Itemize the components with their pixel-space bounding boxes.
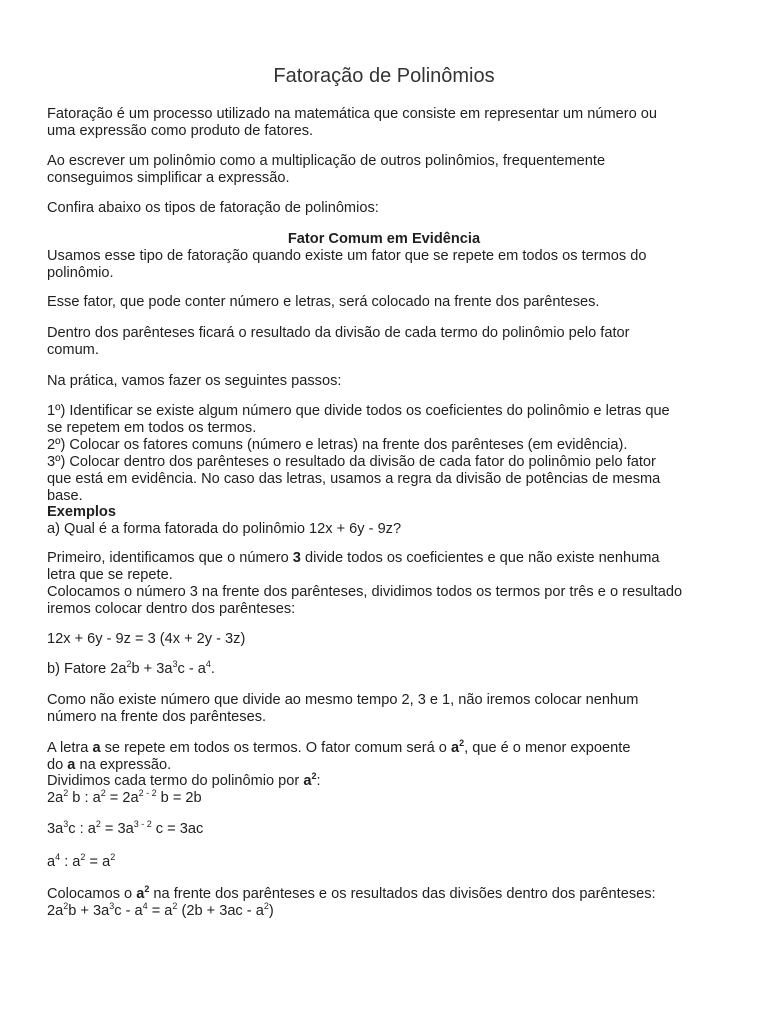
paragraph-line: Como não existe número que divide ao mesmo tempo 2, 3 e 1, não iremos colocar nenhum [47,692,639,708]
paragraph-line: letra que se repete. [47,567,173,583]
final-equation: $2a^2b + 3a^3c - a^4 = a^2$ $(2b + 3ac - a^2)$ [47,901,274,919]
paragraph-line: Ao escrever um polinômio como a multiplicação de outros polinômios, frequentemente [47,153,606,169]
division-1: $2a^2$ b : $a^2 = 2a^{2 - 2}$ b = 2b [47,788,202,806]
paragraph-line: número na frente dos parênteses. [47,709,267,725]
section-heading: Fator Comum em Evidência [287,231,481,247]
page-title: Fatoração de Polinômios [273,65,495,87]
paragraph-line: Dentro dos parênteses ficará o resultado da divisão de cada termo do polinômio pelo fator [47,325,630,341]
step-line: se repetem em todos os termos. [47,420,257,436]
paragraph-line: polinômio. [47,265,114,281]
step-line: que está em evidência. No caso das letras, usamos a regra da divisão de potências de mesma [47,471,661,487]
division-3: $a^4$ : $a^2 = a^2$ [47,852,116,870]
paragraph-line: Dividimos cada termo do polinômio por $a^2$: [47,771,321,789]
paragraph-line: Na prática, vamos fazer os seguintes passos: [47,373,342,389]
paragraph-line: Confira abaixo os tipos de fatoração de polinômios: [47,200,379,216]
paragraph-line: Colocamos o $a^2$ na frente dos parênteses e os resultados das divisões dentro dos parênteses: [47,884,656,902]
paragraph-line: Primeiro, identificamos que o número 3 divide todos os coeficientes e que não existe nenhuma [47,550,660,566]
division-2: $3a^3c$ : $a^2 = 3a^{3 - 2}$ c = 3ac [47,819,204,837]
step-line: base. [47,488,83,504]
paragraph-line: conseguimos simplificar a expressão. [47,170,290,186]
step-line: 3º) Colocar dentro dos parênteses o resultado da divisão de cada fator do polinômio pelo fator [47,454,656,470]
step-line: 2º) Colocar os fatores comuns (número e letras) na frente dos parênteses (em evidência). [47,437,628,453]
paragraph-line: uma expressão como produto de fatores. [47,123,314,139]
paragraph-line: Colocamos o número 3 na frente dos parênteses, dividimos todos os termos por três e o resultado [47,584,683,600]
paragraph-line: comum. [47,342,99,358]
paragraph-line: A letra a se repete em todos os termos. O fator comum será o $a^2$, que é o menor expoente [47,738,631,756]
step-line: 1º) Identificar se existe algum número que divide todos os coeficientes do polinômio e letras que [47,403,670,419]
paragraph-line: iremos colocar dentro dos parênteses: [47,601,296,617]
paragraph-line: Fatoração é um processo utilizado na matemática que consiste em representar um número ou [47,106,658,122]
examples-heading: Exemplos [47,504,116,520]
equation-a: 12x + 6y - 9z = 3 (4x + 2y - 3z) [47,631,246,647]
paragraph-line: do a na expressão. [47,757,172,773]
example-b-question: b) Fatore $2a^2b + 3a^3c - a^4$. [47,659,215,677]
example-a-question: a) Qual é a forma fatorada do polinômio 12x + 6y - 9z? [47,521,402,537]
paragraph-line: Esse fator, que pode conter número e letras, será colocado na frente dos parênteses. [47,294,600,310]
paragraph-line: Usamos esse tipo de fatoração quando existe um fator que se repete em todos os termos do [47,248,647,264]
